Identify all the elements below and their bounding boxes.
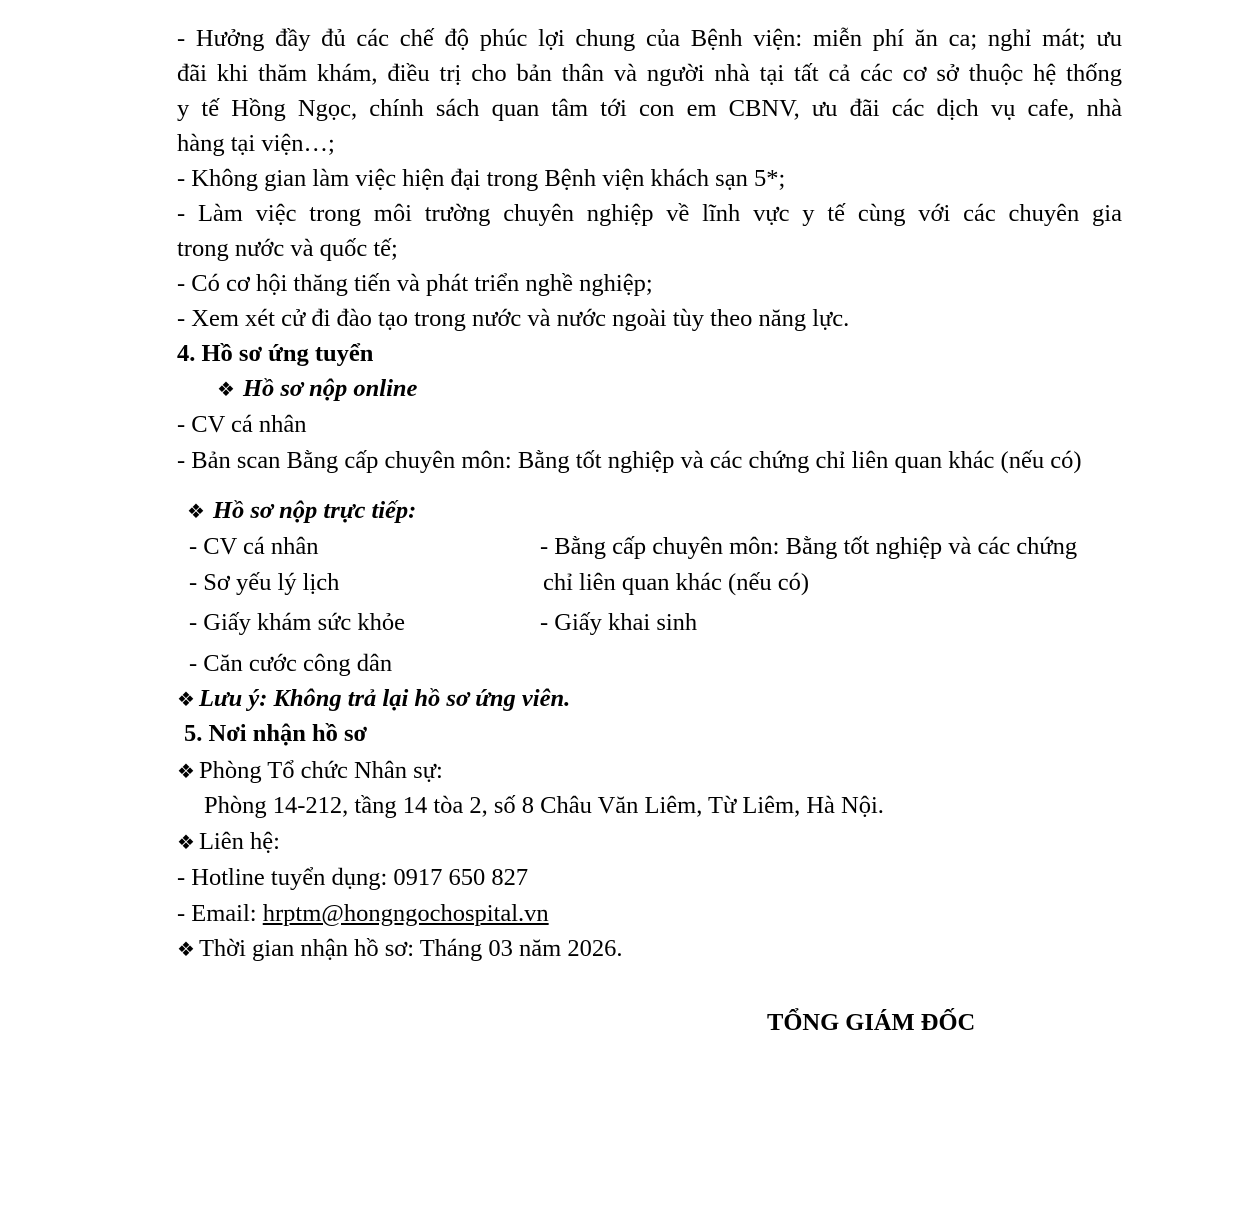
direct-subheading-label: Hồ sơ nộp trực tiếp: (212, 497, 417, 524)
benefit-line-9: - Xem xét cử đi đào tạo trong nước và nước ngoài tùy theo năng lực. (177, 305, 850, 332)
department-label: Phòng Tổ chức Nhân sự: (198, 757, 443, 784)
department-line (177, 756, 443, 787)
direct-item-id-card: - Căn cước công dân (189, 650, 393, 677)
online-item-certificates: - Bản scan Bằng cấp chuyên môn: Bằng tốt nghiệp và các chứng chỉ liên quan khác (nếu có) (177, 447, 1082, 474)
direct-item-birth-cert: - Giấy khai sinh (540, 609, 698, 636)
benefit-line-4: hàng tại viện…; (177, 130, 335, 157)
direct-item-degree-cont: chỉ liên quan khác (nếu có) (543, 569, 809, 596)
online-subheading-label: Hồ sơ nộp online (242, 375, 418, 402)
note-line (177, 684, 570, 715)
section-4-heading: 4. Hồ sơ ứng tuyển (177, 340, 374, 367)
direct-item-cv: - CV cá nhân (189, 533, 319, 560)
deadline-text: Thời gian nhận hồ sơ: Tháng 03 năm 2026. (198, 935, 623, 962)
benefit-line-6: - Làm việc trong môi trường chuyên nghiệp về lĩnh vực y tế cùng với các chuyên gia (177, 200, 1122, 227)
signature-title: TỔNG GIÁM ĐỐC (767, 1009, 976, 1036)
contact-label: Liên hệ: (198, 828, 280, 855)
benefit-line-2: đãi khi thăm khám, điều trị cho bản thân và người nhà tại tất cả các cơ sở thuộc hệ thống (177, 60, 1122, 87)
benefit-line-1: - Hưởng đầy đủ các chế độ phúc lợi chung của Bệnh viện: miễn phí ăn ca; nghỉ mát; ưu (177, 25, 1122, 52)
note-text: Lưu ý: Không trả lại hồ sơ ứng viên. (198, 685, 571, 712)
benefit-line-7: trong nước và quốc tế; (177, 235, 398, 262)
benefit-line-3: y tế Hồng Ngọc, chính sách quan tâm tới con em CBNV, ưu đãi các dịch vụ cafe, nhà (177, 95, 1122, 122)
deadline-line (177, 934, 622, 965)
online-subheading (217, 374, 417, 405)
diamond-bullet-icon: ❖ (217, 379, 235, 401)
email-line (177, 899, 549, 929)
email-prefix: - Email: (177, 900, 263, 927)
diamond-bullet-icon: ❖ (177, 689, 195, 711)
diamond-bullet-icon: ❖ (177, 939, 195, 961)
hotline-line: - Hotline tuyển dụng: 0917 650 827 (177, 864, 529, 891)
direct-item-resume: - Sơ yếu lý lịch (189, 569, 340, 596)
direct-item-health-cert: - Giấy khám sức khỏe (189, 609, 406, 636)
benefit-line-5: - Không gian làm việc hiện đại trong Bệnh viện khách sạn 5*; (177, 165, 786, 192)
direct-item-degree: - Bằng cấp chuyên môn: Bằng tốt nghiệp và các chứng (540, 533, 1078, 560)
benefit-line-8: - Có cơ hội thăng tiến và phát triển nghề nghiệp; (177, 270, 653, 297)
email-link[interactable]: hrptm@hongngochospital.vn (262, 900, 549, 927)
direct-subheading (187, 496, 416, 527)
contact-line (177, 827, 280, 858)
online-item-cv: - CV cá nhân (177, 411, 307, 438)
diamond-bullet-icon: ❖ (187, 501, 205, 523)
section-5-heading: 5. Nơi nhận hồ sơ (184, 720, 368, 747)
diamond-bullet-icon: ❖ (177, 761, 195, 783)
diamond-bullet-icon: ❖ (177, 832, 195, 854)
address-line: Phòng 14-212, tầng 14 tòa 2, số 8 Châu Văn Liêm, Từ Liêm, Hà Nội. (204, 792, 884, 819)
